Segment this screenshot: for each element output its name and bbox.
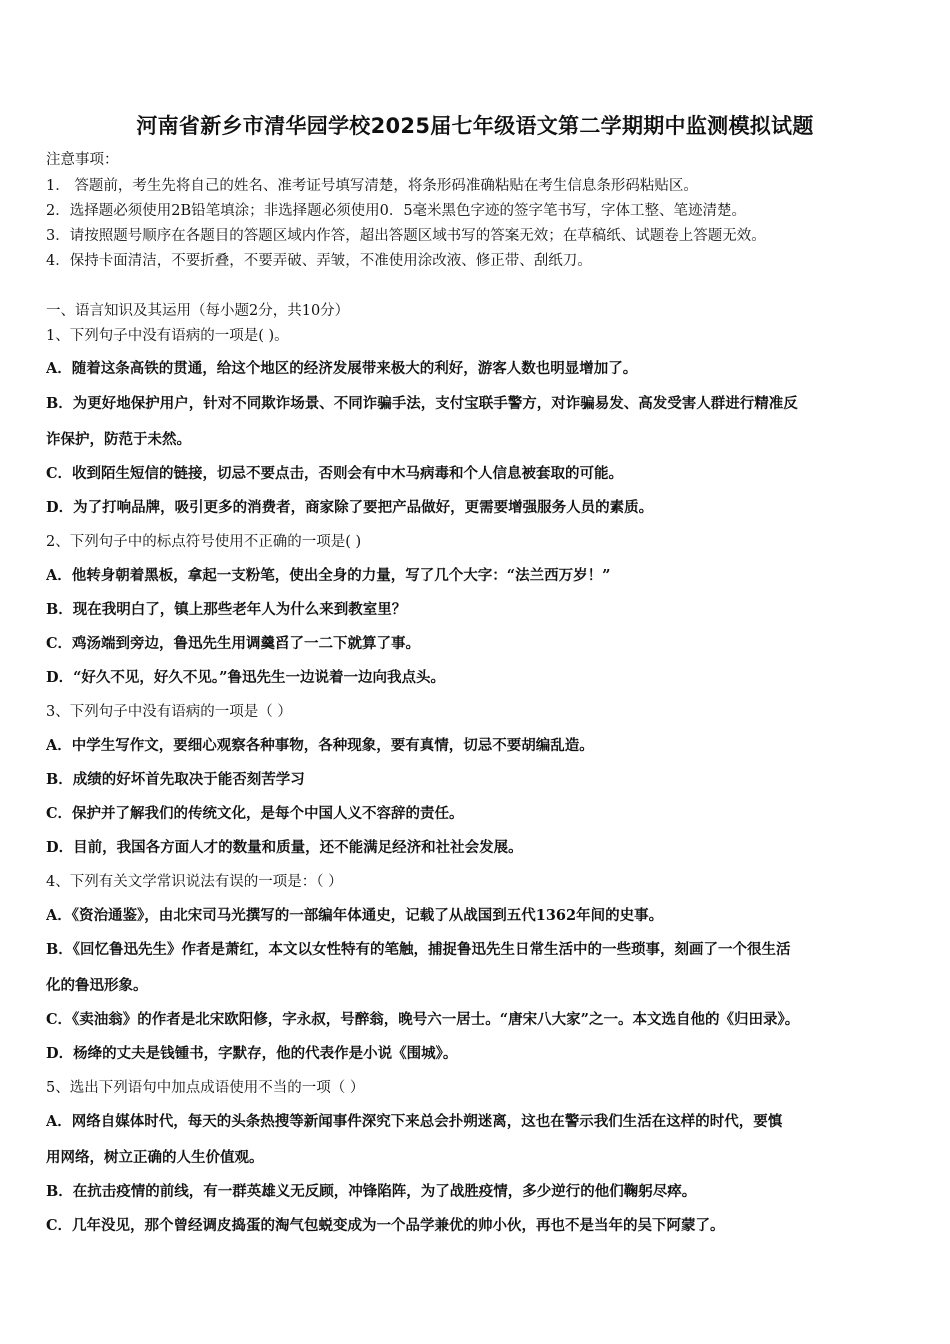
question-4-option-d: D．杨绛的丈夫是钱锺书，字默存，他的代表作是小说《围城》。	[46, 1045, 458, 1062]
question-4-stem: 4、下列有关文学常识说法有误的一项是：（ ）	[46, 874, 343, 890]
notice-item-4: 4．保持卡面清洁，不要折叠，不要弄破、弄皱，不准使用涂改液、修正带、刮纸刀。	[46, 253, 592, 269]
question-5-option-b: B．在抗击疫情的前线，有一群英雄义无反顾，冲锋陷阵，为了战胜疫情，多少逆行的他们鞠躬尽瘁。	[46, 1183, 697, 1200]
question-4-option-b-cont: 化的鲁迅形象。	[46, 977, 148, 994]
question-1-option-b-cont: 诈保护，防范于未然。	[46, 431, 191, 448]
question-4-option-c: C．《卖油翁》的作者是北宋欧阳修，字永叔，号醉翁，晚号六一居士。“唐宋八大家”之一。本文选自他的《归田录》。	[46, 1011, 800, 1028]
question-1-option-d: D．为了打响品牌，吸引更多的消费者，商家除了要把产品做好，更需要增强服务人员的素质。	[46, 499, 654, 516]
question-3-stem: 3、下列句子中没有语病的一项是（ ）	[46, 704, 292, 720]
question-3-option-a: A．中学生写作文，要细心观察各种事物，各种现象，要有真情，切忌不要胡编乱造。	[46, 737, 594, 754]
question-1-option-b: B．为更好地保护用户，针对不同欺诈场景、不同诈骗手法，支付宝联手警方，对诈骗易发、高发受害人群进行精准反	[46, 395, 798, 412]
question-2-stem: 2、下列句子中的标点符号使用不正确的一项是( )	[46, 534, 362, 550]
notice-item-3: 3．请按照题号顺序在各题目的答题区域内作答，超出答题区域书写的答案无效；在草稿纸、试题卷上答题无效。	[46, 228, 766, 244]
section-heading: 一、语言知识及其运用（每小题2分，共10分）	[46, 303, 350, 319]
notice-item-2: 2．选择题必须使用2B铅笔填涂；非选择题必须使用0．5毫米黑色字迹的签字笔书写，字体工整、笔迹清楚。	[46, 203, 747, 219]
question-3-option-d: D．目前，我国各方面人才的数量和质量，还不能满足经济和社社会发展。	[46, 839, 523, 856]
notice-heading: 注意事项：	[46, 152, 119, 168]
question-5-option-c: C．几年没见，那个曾经调皮捣蛋的淘气包蜕变成为一个品学兼优的帅小伙，再也不是当年的吴下阿蒙了。	[46, 1217, 725, 1234]
question-5-stem: 5、选出下列语句中加点成语使用不当的一项（ ）	[46, 1080, 365, 1096]
question-2-option-d: D．“好久不见，好久不见。”鲁迅先生一边说着一边向我点头。	[46, 669, 446, 686]
question-3-option-b: B．成绩的好坏首先取决于能否刻苦学习	[46, 771, 305, 788]
question-5-option-a-cont: 用网络，树立正确的人生价值观。	[46, 1149, 264, 1166]
question-1-stem: 1、下列句子中没有语病的一项是( )。	[46, 328, 289, 344]
question-4-option-b: B．《回忆鲁迅先生》作者是萧红，本文以女性特有的笔触，捕捉鲁迅先生日常生活中的一些琐事，刻画了一个很生活	[46, 941, 791, 958]
question-1-option-a: A．随着这条高铁的贯通，给这个地区的经济发展带来极大的利好，游客人数也明显增加了。	[46, 360, 638, 377]
question-5-option-a: A．网络自媒体时代，每天的头条热搜等新闻事件深究下来总会扑朔迷离，这也在警示我们生活在这样的时代，要慎	[46, 1113, 783, 1130]
question-2-option-a: A．他转身朝着黑板，拿起一支粉笔，使出全身的力量，写了几个大字：“法兰西万岁！”	[46, 567, 611, 584]
page-title: 河南省新乡市清华园学校2025届七年级语文第二学期期中监测模拟试题	[136, 114, 814, 138]
question-1-option-c: C．收到陌生短信的链接，切忌不要点击，否则会有中木马病毒和个人信息被套取的可能。	[46, 465, 624, 482]
question-3-option-c: C．保护并了解我们的传统文化，是每个中国人义不容辞的责任。	[46, 805, 464, 822]
question-4-option-a: A．《资治通鉴》，由北宋司马光撰写的一部编年体通史，记载了从战国到五代1362年间的史事。	[46, 907, 664, 924]
question-2-option-b: B．现在我明白了，镇上那些老年人为什么来到教室里？	[46, 601, 407, 618]
question-2-option-c: C．鸡汤端到旁边，鲁迅先生用调羹舀了一二下就算了事。	[46, 635, 421, 652]
notice-item-1: 1． 答题前，考生先将自己的姓名、准考证号填写清楚，将条形码准确粘贴在考生信息条形码粘贴区。	[46, 178, 698, 194]
